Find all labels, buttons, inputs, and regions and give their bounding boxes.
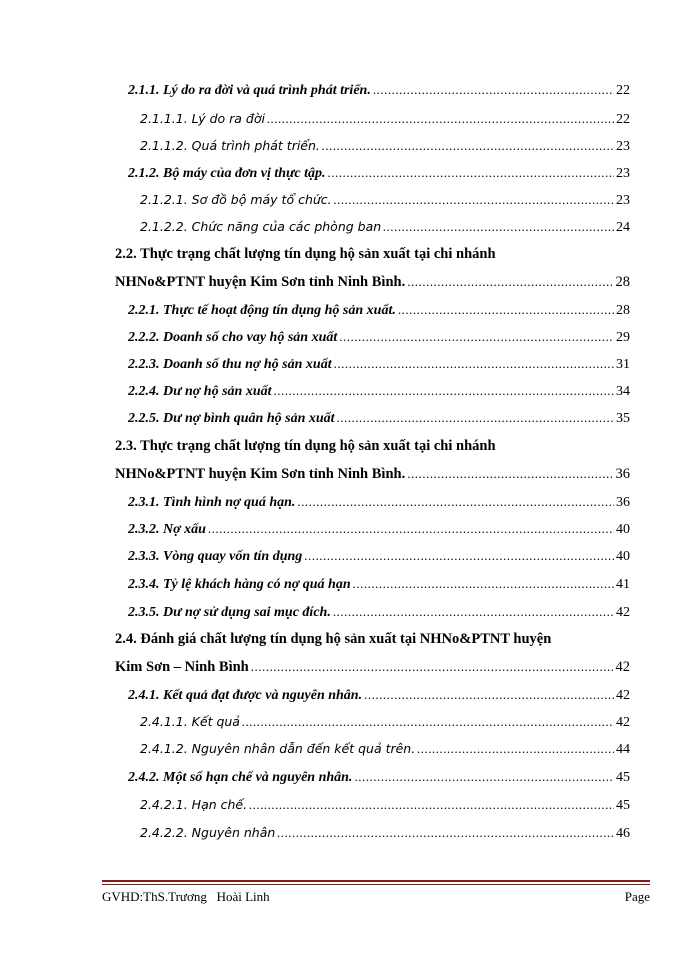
- toc-entry-page: 45: [616, 798, 630, 813]
- toc-entry-title: 2.1.1.1. Lý do ra đời: [140, 111, 265, 126]
- toc-leader-dots: [297, 494, 614, 510]
- footer-rule-thick: [102, 880, 650, 882]
- toc-entry-page: 40: [616, 522, 630, 537]
- toc-leader-dots: [383, 219, 614, 235]
- toc-entry-2-3-5: [128, 604, 630, 621]
- toc-entry-title: 2.3.5. Dư nợ sử dụng sai mục đích.: [128, 605, 331, 620]
- toc-entry-page: 42: [615, 659, 630, 675]
- toc-entry-2-2-5: [128, 410, 630, 427]
- toc-leader-dots: [328, 165, 614, 181]
- toc-entry-title: 2.2.5. Dư nợ bình quân hộ sản xuất: [128, 411, 335, 426]
- toc-entry-page: 45: [616, 770, 630, 785]
- toc-entry-2-3-4: [128, 576, 630, 593]
- toc-entry-page: 36: [616, 495, 630, 510]
- toc-entry-2-4-2-2: [140, 825, 630, 842]
- toc-leader-dots: [407, 274, 613, 290]
- toc-entry-2-4-2: [128, 769, 630, 786]
- toc-entry-2-2-line1: 2.2. Thực trạng chất lượng tín dụng hộ sản xuất tại chi nhánh: [115, 246, 496, 262]
- toc-entry-2-4-1-2: [140, 741, 630, 758]
- toc-leader-dots: [354, 769, 614, 785]
- toc-entry-2-4-line1: 2.4. Đánh giá chất lượng tín dụng hộ sản xuất tại NHNo&PTNT huyện: [115, 631, 552, 647]
- toc-leader-dots: [249, 797, 614, 813]
- toc-leader-dots: [407, 466, 613, 482]
- toc-entry-page: 23: [616, 166, 630, 181]
- toc-entry-title: 2.4.2. Một số hạn chế và nguyên nhân.: [128, 770, 353, 785]
- toc-leader-dots: [304, 548, 614, 564]
- toc-leader-dots: [242, 714, 614, 730]
- toc-entry-title: 2.4.1.2. Nguyên nhân dẫn đến kết quả trên.: [140, 741, 416, 756]
- toc-entry-page: 41: [616, 577, 630, 592]
- toc-entry-title: NHNo&PTNT huyện Kim Sơn tỉnh Ninh Bình.: [115, 274, 406, 290]
- toc-entry-page: 24: [616, 220, 630, 235]
- toc-entry-page: 29: [616, 330, 630, 345]
- toc-leader-dots: [322, 138, 614, 154]
- toc-entry-2-2-3: [128, 356, 630, 373]
- toc-leader-dots: [373, 82, 614, 98]
- toc-entry-title: 2.3.4. Tỷ lệ khách hàng có nợ quá hạn: [128, 577, 351, 592]
- toc-entry-2-3-2: [128, 521, 630, 538]
- toc-entry-2-2: [115, 274, 630, 291]
- toc-entry-2-3-3: [128, 548, 630, 565]
- toc-leader-dots: [339, 329, 614, 345]
- toc-entry-2-2-4: [128, 383, 630, 400]
- toc-leader-dots: [364, 687, 614, 703]
- toc-entry-2-1-1-2: [140, 138, 630, 155]
- toc-entry-2-3: [115, 466, 630, 483]
- toc-leader-dots: [334, 192, 614, 208]
- toc-entry-2-1-2: [128, 165, 630, 182]
- footer-page-label: Page: [624, 889, 650, 904]
- toc-leader-dots: [417, 741, 614, 757]
- toc-entry-page: 42: [616, 605, 630, 620]
- toc-entry-page: 28: [615, 274, 630, 290]
- toc-entry-2-1-1-1: [140, 111, 630, 128]
- toc-leader-dots: [208, 521, 614, 537]
- toc-entry-2-4-2-1: [140, 797, 630, 814]
- toc-entry-title: 2.1.2. Bộ máy của đơn vị thực tập.: [128, 166, 326, 181]
- toc-leader-dots: [277, 825, 614, 841]
- toc-leader-dots: [353, 576, 614, 592]
- toc-entry-page: 22: [616, 83, 630, 98]
- footer-advisor: GVHD:ThS.Trương Hoài Linh: [102, 889, 270, 904]
- toc-entry-title: 2.3.2. Nợ xấu: [128, 522, 206, 537]
- toc-entry-2-4-1: [128, 687, 630, 704]
- footer-rule-thin: [102, 884, 650, 885]
- toc-entry-page: 46: [616, 826, 630, 841]
- toc-entry-title: 2.2.4. Dư nợ hộ sản xuất: [128, 384, 272, 399]
- toc-entry-2-1-2-1: [140, 192, 630, 209]
- toc-entry-2-4: [115, 659, 630, 676]
- toc-entry-2-2-2: [128, 329, 630, 346]
- toc-entry-page: 35: [616, 411, 630, 426]
- toc-leader-dots: [334, 356, 614, 372]
- toc-entry-title: 2.2.1. Thực tế hoạt động tín dụng hộ sản xuất.: [128, 303, 396, 318]
- toc-entry-page: 28: [616, 303, 630, 318]
- toc-entry-page: 40: [616, 549, 630, 564]
- toc-leader-dots: [251, 659, 614, 675]
- toc-entry-title: 2.4.2.2. Nguyên nhân: [140, 825, 276, 840]
- toc-entry-page: 42: [616, 688, 630, 703]
- toc-entry-2-2-1: [128, 302, 630, 319]
- toc-entry-page: 44: [616, 742, 630, 757]
- toc-leader-dots: [398, 302, 614, 318]
- toc-entry-2-1-2-2: [140, 219, 630, 236]
- toc-entry-title: 2.2.2. Doanh số cho vay hộ sản xuất: [128, 330, 338, 345]
- toc-entry-title: 2.1.1.2. Quá trình phát triển.: [140, 138, 320, 153]
- toc-entry-2-4-1-1: [140, 714, 630, 731]
- toc-entry-title: 2.3.3. Vòng quay vốn tín dụng: [128, 549, 303, 564]
- toc-entry-2-3-1: [128, 494, 630, 511]
- toc-entry-2-1-1: [128, 82, 630, 99]
- toc-entry-2-3-line1: 2.3. Thực trạng chất lượng tín dụng hộ sản xuất tại chi nhánh: [115, 438, 496, 454]
- toc-entry-page: 36: [615, 466, 630, 482]
- toc-entry-page: 22: [616, 112, 630, 127]
- toc-entry-title: 2.4.2.1. Hạn chế.: [140, 797, 248, 812]
- toc-leader-dots: [333, 604, 614, 620]
- toc-entry-page: 31: [616, 357, 630, 372]
- toc-entry-title: 2.1.1. Lý do ra đời và quá trình phát triển.: [128, 83, 371, 98]
- toc-entry-page: 23: [616, 139, 630, 154]
- toc-leader-dots: [267, 111, 614, 127]
- toc-leader-dots: [337, 410, 614, 426]
- toc-entry-page: 23: [616, 193, 630, 208]
- toc-leader-dots: [274, 383, 615, 399]
- toc-entry-title: 2.1.2.1. Sơ đồ bộ máy tổ chức.: [140, 192, 332, 207]
- toc-entry-title: 2.4.1. Kết quả đạt được và nguyên nhân.: [128, 688, 363, 703]
- toc-entry-title: 2.2.3. Doanh số thu nợ hộ sản xuất: [128, 357, 332, 372]
- toc-entry-page: 34: [616, 384, 630, 399]
- toc-entry-title: 2.3.1. Tình hình nợ quá hạn.: [128, 495, 296, 510]
- toc-entry-title: 2.1.2.2. Chức năng của các phòng ban: [140, 219, 382, 234]
- toc-entry-title: Kim Sơn – Ninh Bình: [115, 659, 249, 675]
- toc-entry-title: NHNo&PTNT huyện Kim Sơn tỉnh Ninh Bình.: [115, 466, 406, 482]
- toc-entry-title: 2.4.1.1. Kết quả: [140, 714, 240, 729]
- toc-entry-page: 42: [616, 715, 630, 730]
